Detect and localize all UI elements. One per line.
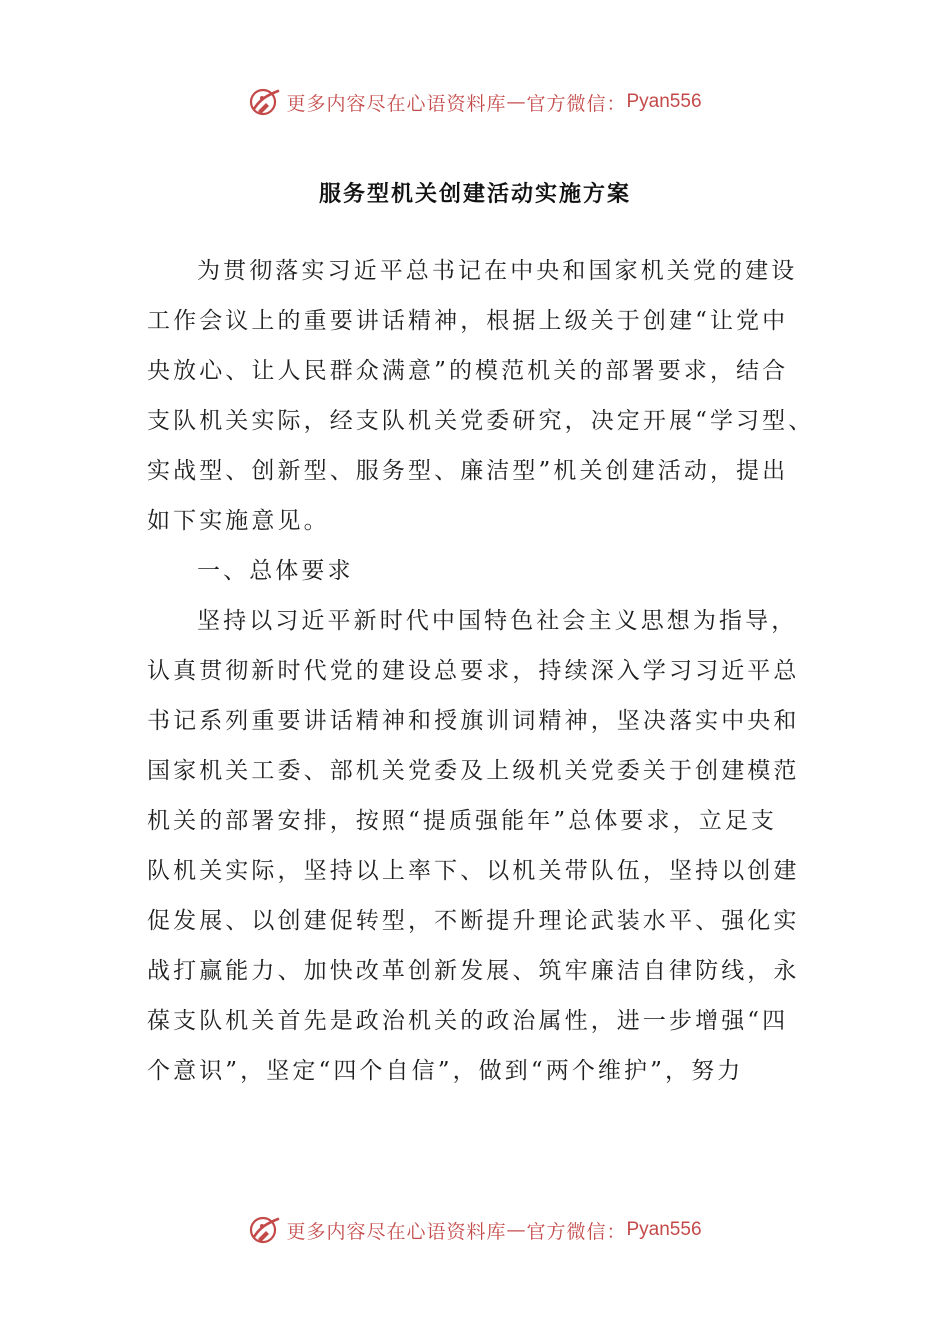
header-watermark-banner <box>0 80 950 124</box>
banner-wechat-label: 官方微信： <box>526 1220 627 1243</box>
body-line: 促发展、以创建促转型，不断提升理论武装水平、强化实 <box>147 908 800 934</box>
banner-site-name: 更多内容尽在心语资料库 <box>286 1220 507 1243</box>
body-line: 战打赢能力、加快改革创新发展、筑牢廉洁自律防线，永 <box>147 958 800 984</box>
body-line: 坚持以习近平新时代中国特色社会主义思想为指导， <box>197 608 798 634</box>
banner-site-name: 更多内容尽在心语资料库 <box>286 92 507 115</box>
pen-swirl-logo-icon <box>248 85 282 119</box>
body-line: 书记系列重要讲话精神和授旗训词精神，坚决落实中央和 <box>147 708 800 734</box>
body-line: 国家机关工委、部机关党委及上级机关党委关于创建模范 <box>147 758 800 784</box>
body-line: 为贯彻落实习近平总书记在中央和国家机关党的建设 <box>197 258 798 284</box>
body-line: 央放心、让人民群众满意”的模范机关的部署要求，结合 <box>147 358 789 384</box>
body-line: 如下实施意见。 <box>147 508 330 534</box>
banner-wechat-label: 官方微信： <box>526 92 627 115</box>
body-line: 支队机关实际，经支队机关党委研究，决定开展“学习型、 <box>147 408 815 434</box>
document-body <box>147 246 815 1096</box>
body-line: 队机关实际，坚持以上率下、以机关带队伍，坚持以创建 <box>147 858 800 884</box>
banner-wechat-id: Pyan556 <box>626 91 702 112</box>
body-line: 实战型、创新型、服务型、廉洁型”机关创建活动，提出 <box>147 458 789 484</box>
body-line: 认真贯彻新时代党的建设总要求，持续深入学习习近平总 <box>147 658 800 684</box>
body-line: 个意识”，坚定“四个自信”，做到“两个维护”，努力 <box>147 1058 744 1084</box>
body-line: 葆支队机关首先是政治机关的政治属性，进一步增强“四 <box>147 1008 789 1034</box>
body-line: 机关的部署安排，按照“提质强能年”总体要求，立足支 <box>147 808 778 834</box>
banner-wechat-id: Pyan556 <box>626 1219 702 1240</box>
section-heading: 一、总体要求 <box>197 558 354 584</box>
banner-separator: — <box>506 91 527 113</box>
document-title: 服务型机关创建活动实施方案 <box>318 182 631 207</box>
pen-swirl-logo-icon <box>248 1213 282 1247</box>
body-line: 工作会议上的重要讲话精神，根据上级关于创建“让党中 <box>147 308 789 334</box>
footer-watermark-banner <box>0 1208 950 1252</box>
banner-separator: — <box>506 1219 527 1241</box>
